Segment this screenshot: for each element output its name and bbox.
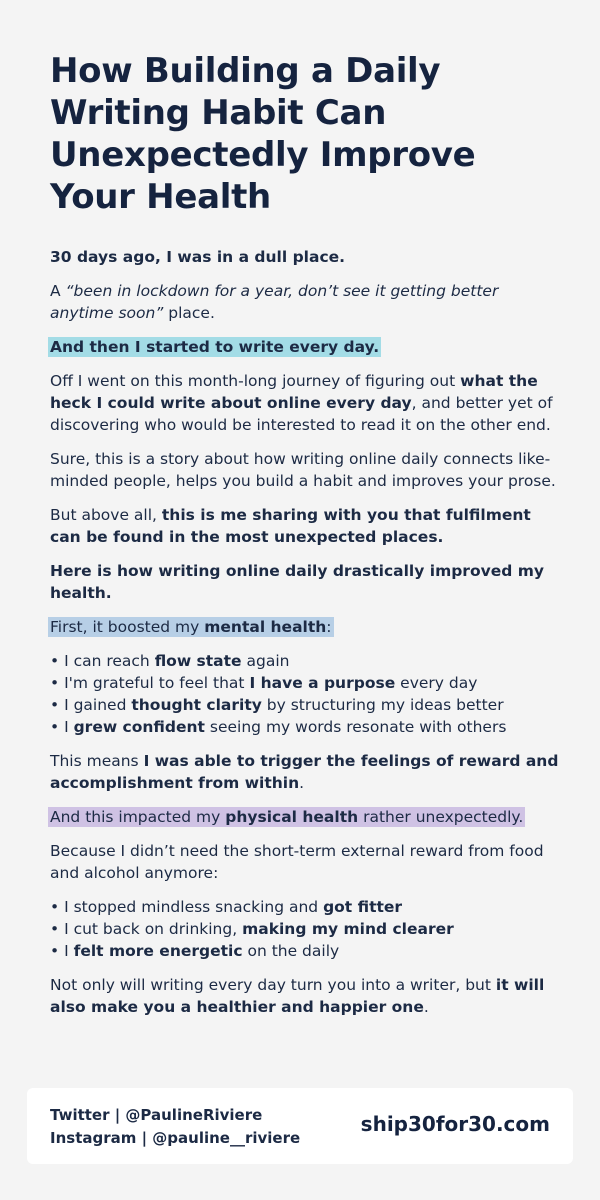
how-paragraph [50,560,560,604]
list-item: • I gained thought clarity by structuring my ideas better [50,694,560,716]
closing-bold: it will also make you a healthier and happier one [50,976,545,1016]
article-body [50,246,560,1030]
list-item: • I'm grateful to feel that I have a purpose every day [50,672,560,694]
closing-post: . [423,998,429,1016]
physical-health-paragraph [50,806,560,828]
list-item: • I stopped mindless snacking and got fitter [50,896,560,918]
list-item: • I cut back on drinking, making my mind clearer [50,918,560,940]
intro-text: 30 days ago, I was in a dull place. [50,248,346,266]
physical-health-highlight [48,807,525,827]
closing-paragraph [50,974,560,1018]
intro-paragraph [50,246,560,268]
quote-prefix: A [50,282,66,300]
twitter-handle: Twitter | @PaulineRiviere [50,1106,263,1124]
physical-bold: physical health [225,808,359,826]
means-bold: I was able to trigger the feelings of reward and accomplishment from within [50,752,559,792]
means-paragraph [50,750,560,794]
mental-health-paragraph [50,616,560,638]
because-paragraph: Because I didn’t need the short-term external reward from food and alcohol anymore: [50,842,544,882]
mental-pre: First, it boosted my [50,618,205,636]
journey-text-pre: Off I went on this month-long journey of figuring out [50,372,461,390]
list-item: • I felt more energetic on the daily [50,940,560,962]
footer-card [27,1088,573,1164]
above-all-pre: But above all, [50,506,162,524]
journey-paragraph [50,370,560,436]
physical-pre: And this impacted my [50,808,226,826]
social-handles [50,1104,300,1150]
lockdown-quote: “been in lockdown for a year, don’t see it getting better anytime soon” [50,282,499,322]
list-item: • I grew confident seeing my words resonate with others [50,716,560,738]
start-writing-paragraph [50,336,560,358]
story-paragraph: Sure, this is a story about how writing online daily connects like-minded people, helps you build a habit and improves your prose. [50,450,556,490]
means-post: . [299,774,305,792]
mental-health-highlight [48,617,334,637]
mental-health-list [50,650,560,738]
site-url: ship30for30.com [360,1112,550,1136]
means-pre: This means [50,752,144,770]
closing-pre: Not only will writing every day turn you into a writer, but [50,976,496,994]
physical-health-list [50,896,560,962]
mental-post: : [326,618,332,636]
list-item: • I can reach flow state again [50,650,560,672]
article-title: How Building a Daily Writing Habit Can Unexpectedly Improve Your Health [50,51,476,217]
quote-suffix: place. [163,304,215,322]
start-writing-highlight: And then I started to write every day. [50,338,380,356]
above-all-paragraph [50,504,560,548]
instagram-handle: Instagram | @pauline__riviere [50,1129,301,1147]
journey-text-bold: what the heck I could write about online every day [50,372,538,412]
journey-text-post: , and better yet of discovering who would be interested to read it on the other end. [50,394,553,434]
mental-bold: mental health [204,618,327,636]
physical-post: rather unexpectedly. [358,808,524,826]
quote-paragraph [50,280,560,324]
how-text: Here is how writing online daily drastically improved my health. [50,562,544,602]
above-all-bold: this is me sharing with you that fulfilment can be found in the most unexpected places. [50,506,531,546]
